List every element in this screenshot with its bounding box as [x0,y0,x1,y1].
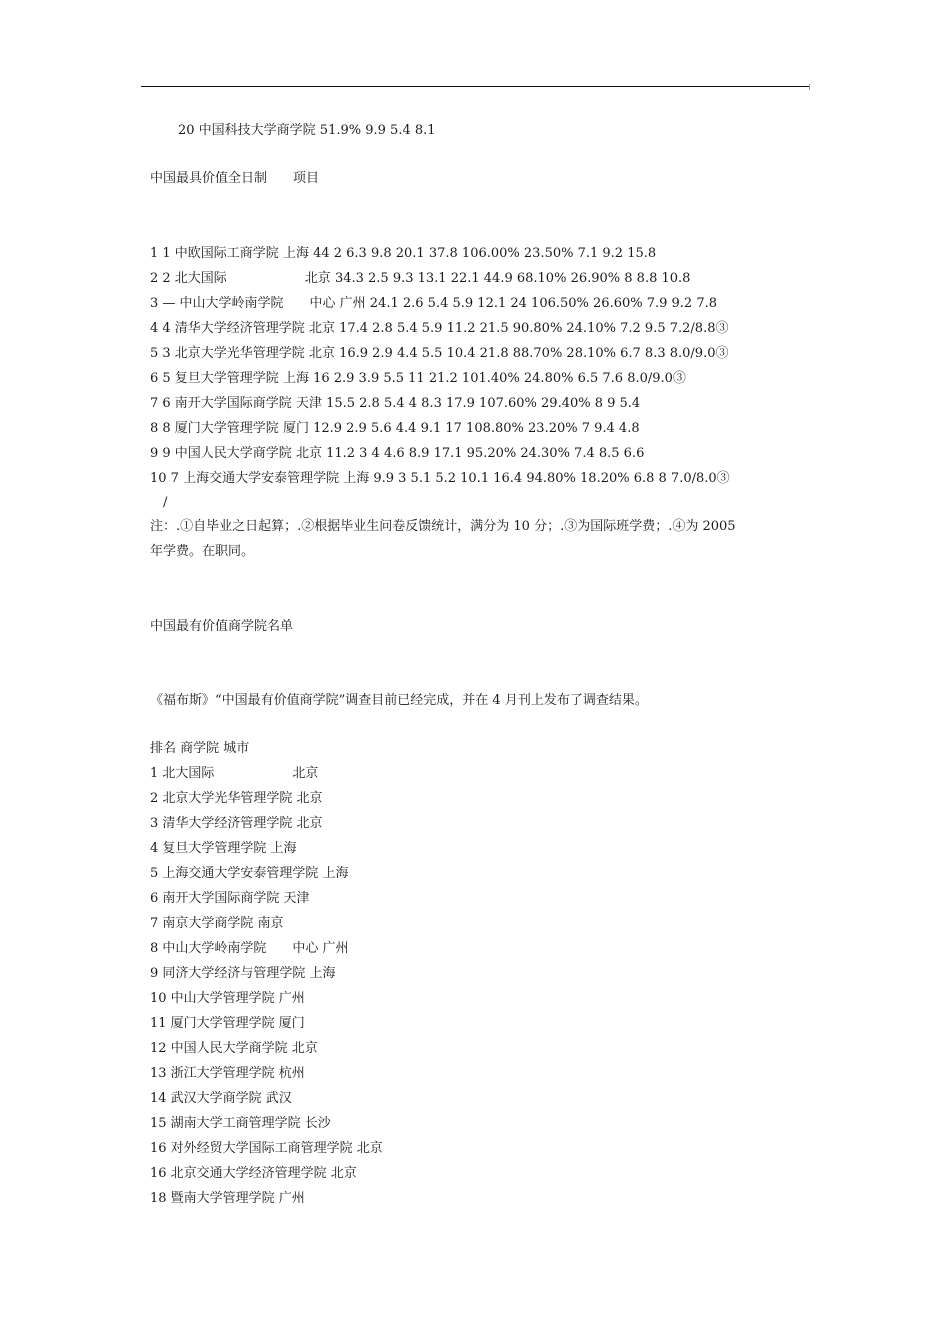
table-row: 1 1 中欧国际工商学院 上海 44 2 6.3 9.8 20.1 37.8 106.00% 23.50% 7.1 9.2 15.8 [150,246,657,261]
table-row: 5 3 北京大学光华管理学院 北京 16.9 2.9 4.4 5.5 10.4 21.8 88.70% 28.10% 6.7 8.3 8.0/9.0③ [150,346,729,361]
table-row: 8 8 厦门大学管理学院 厦门 12.9 2.9 5.6 4.4 9.1 17 108.80% 23.20% 7 9.4 4.8 [150,421,640,436]
top-line: 20 中国科技大学商学院 51.9% 9.9 5.4 8.1 [178,123,436,138]
list-item: 5 上海交通大学安泰管理学院 上海 [150,866,349,881]
table-row: 6 5 复旦大学管理学院 上海 16 2.9 3.9 5.5 11 21.2 101.40% 24.80% 6.5 7.6 8.0/9.0③ [150,371,686,386]
table-row: 3 — 中山大学岭南学院 中心 广州 24.1 2.6 5.4 5.9 12.1 24 106.50% 26.60% 7.9 9.2 7.8 [150,296,718,311]
table-row: 4 4 清华大学经济管理学院 北京 17.4 2.8 5.4 5.9 11.2 21.5 90.80% 24.10% 7.2 9.5 7.2/8.8③ [150,321,729,336]
table-row: 2 2 北大国际 北京 34.3 2.5 9.3 13.1 22.1 44.9 68.10% 26.90% 8 8.8 10.8 [150,271,691,286]
table-row-wrap: / [163,495,168,510]
note-line: 年学费。在职同。 [150,544,255,559]
list-item: 1 北大国际 北京 [150,766,319,781]
list-item: 12 中国人民大学商学院 北京 [150,1041,318,1056]
list-item: 2 北京大学光华管理学院 北京 [150,791,323,806]
list-item: 8 中山大学岭南学院 中心 广州 [150,941,349,956]
section2-title: 中国最有价值商学院名单 [150,619,294,634]
list-item: 16 北京交通大学经济管理学院 北京 [150,1166,357,1181]
section1-title: 中国最具价值全日制 项目 [150,171,320,186]
list-item: 18 暨南大学管理学院 广州 [150,1191,305,1206]
intro-paragraph: 《福布斯》“中国最有价值商学院”调查目前已经完成，并在 4 月刊上发布了调查结果。 [150,693,648,708]
list-item: 13 浙江大学管理学院 杭州 [150,1066,305,1081]
table-row: 10 7 上海交通大学安泰管理学院 上海 9.9 3 5.1 5.2 10.1 16.4 94.80% 18.20% 6.8 8 7.0/8.0③ [150,471,730,486]
list-item: 14 武汉大学商学院 武汉 [150,1091,292,1106]
list-item: 6 南开大学国际商学院 天津 [150,891,310,906]
list-item: 16 对外经贸大学国际工商管理学院 北京 [150,1141,383,1156]
list-item: 7 南京大学商学院 南京 [150,916,284,931]
header-rule [141,86,809,87]
list-header: 排名 商学院 城市 [150,741,250,756]
list-item: 15 湖南大学工商管理学院 长沙 [150,1116,331,1131]
list-item: 3 清华大学经济管理学院 北京 [150,816,323,831]
list-item: 11 厦门大学管理学院 厦门 [150,1016,305,1031]
list-item: 10 中山大学管理学院 广州 [150,991,305,1006]
table-row: 7 6 南开大学国际商学院 天津 15.5 2.8 5.4 4 8.3 17.9 107.60% 29.40% 8 9 5.4 [150,396,641,411]
list-item: 4 复旦大学管理学院 上海 [150,841,297,856]
note-line: 注：.①自毕业之日起算；.②根据毕业生问卷反馈统计，满分为 10 分；.③为国际班学费；.④为 2005 [150,519,736,534]
list-item: 9 同济大学经济与管理学院 上海 [150,966,336,981]
table-row: 9 9 中国人民大学商学院 北京 11.2 3 4 4.6 8.9 17.1 95.20% 24.30% 7.4 8.5 6.6 [150,446,645,461]
header-rule-tick [809,84,810,90]
